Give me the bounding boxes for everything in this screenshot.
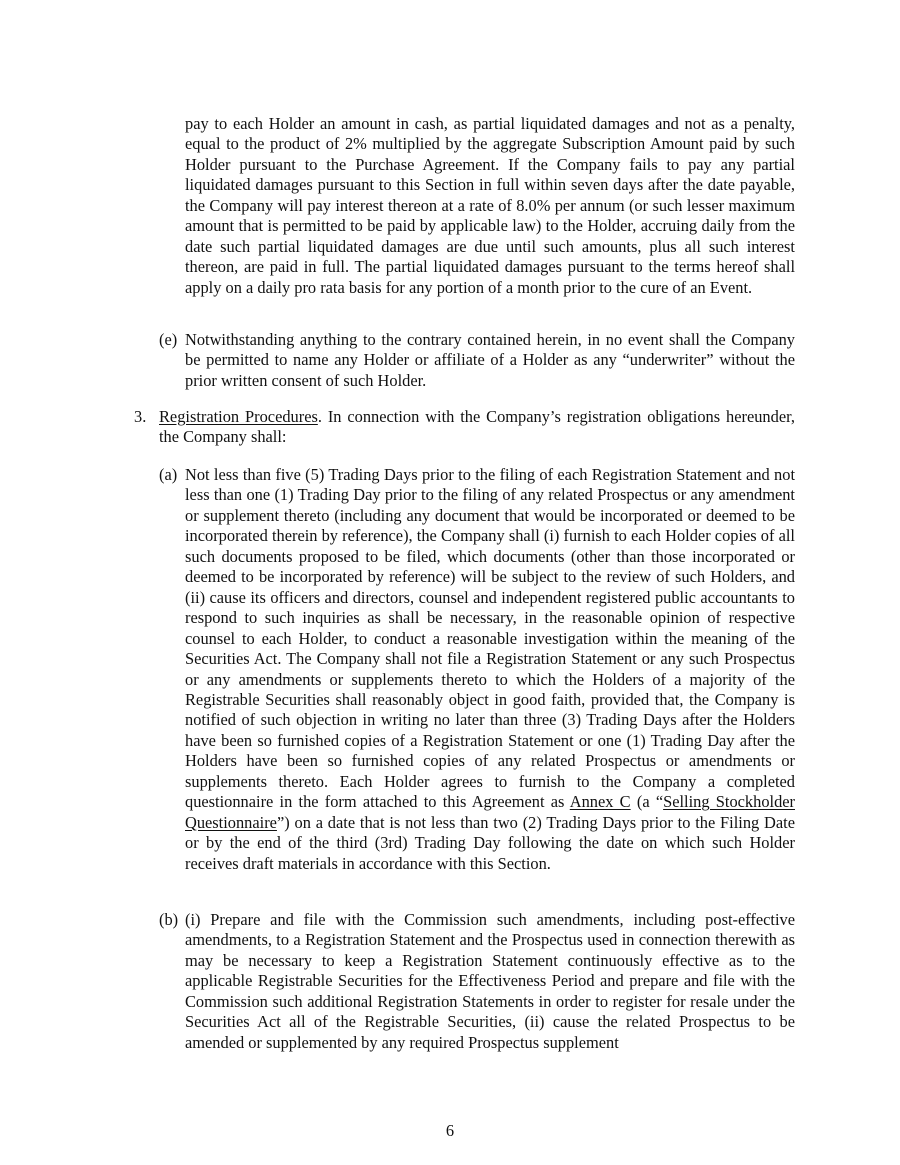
item-e-label: (e) [159,330,178,349]
item-a-text-part-3: ”) on a date that is not less than two (2) Trading Days prior to the Filing Date or by the end of the third (3rd) Trading Day following the date on which such Holder receives draft materials in accordance with this Section. [185,812,795,873]
section-3-heading: Registration Procedures [159,407,318,426]
selling-stockholder-questionnaire-link[interactable]: Selling Stockholder Questionnaire [185,792,795,832]
section-3-intro-paragraph [159,407,795,448]
section-3-number: 3. [134,407,147,426]
continued-paragraph: pay to each Holder an amount in cash, as partial liquidated damages and not as a penalty, equal to the product of 2% multiplied by the aggregate Subscription Amount paid by such Holder pursuant to the Purchase Agreement. If the Company fails to pay any partial liquidated damages pursuant to this Section in full within seven days after the date payable, the Company will pay interest thereon at a rate of 8.0% per annum (or such lesser maximum amount that is permitted to be paid by applicable law) to the Holder, accruing daily from the date such partial liquidated damages are due until such amounts, plus all such interest thereon, are paid in full. The partial liquidated damages pursuant to the terms hereof shall apply on a daily pro rata basis for any portion of a month prior to the cure of an Event. [185,114,795,297]
item-a-label: (a) [159,465,178,484]
section-3-intro: . In connection with the Company’s registration obligations hereunder, the Company shall: [159,407,795,447]
item-e-text: Notwithstanding anything to the contrary contained herein, in no event shall the Company be permitted to name any Holder or affiliate of a Holder as any “underwriter” without the prior written consent of such Holder. [185,330,795,390]
page-number: 6 [445,1121,455,1140]
item-a-text-part-1: Not less than five (5) Trading Days prior to the filing of each Registration Statement and not less than one (1) Trading Day prior to the filing of any related Prospectus or any amendment or supplement thereto (including any document that would be incorporated or deemed to be incorporated therein by reference), the Company shall (i) furnish to each Holder copies of all such documents proposed to be filed, which documents (other than those incorporated or deemed to be incorporated by reference) will be subject to the review of such Holders, and (ii) cause its officers and directors, counsel and independent registered public accountants to respond to such inquiries as shall be necessary, in the reasonable opinion of respective counsel to each Holder, to conduct a reasonable investigation within the meaning of the Securities Act. The Company shall not file a Registration Statement or any such Prospectus or any amendments or supplements thereto to which the Holders of a majority of the Registrable Securities shall reasonably object in good faith, provided that, the Company is notified of such objection in writing no later than three (3) Trading Days after the Holders have been so furnished copies of a Registration Statement or one (1) Trading Day after the Holders have been so furnished copies of any related Prospectus or amendments or supplements thereto. Each Holder agrees to furnish to the Company a completed questionnaire in the form attached to this Agreement as [185,465,795,812]
item-a-text [185,465,795,874]
annex-c-link[interactable]: Annex C [569,792,631,812]
item-b-text: (i) Prepare and file with the Commission such amendments, including post-effective amendments, to a Registration Statement and the Prospectus used in connection therewith as may be necessary to keep a Registration Statement continuously effective as to the applicable Registrable Securities for the Effectiveness Period and prepare and file with the Commission such additional Registration Statements in order to register for resale under the Securities Act all of the Registrable Securities, (ii) cause the related Prospectus to be amended or supplemented by any required Prospectus supplement [185,910,795,1052]
item-a-text-part-2: (a “ [630,792,664,812]
item-b-label: (b) [159,910,179,929]
